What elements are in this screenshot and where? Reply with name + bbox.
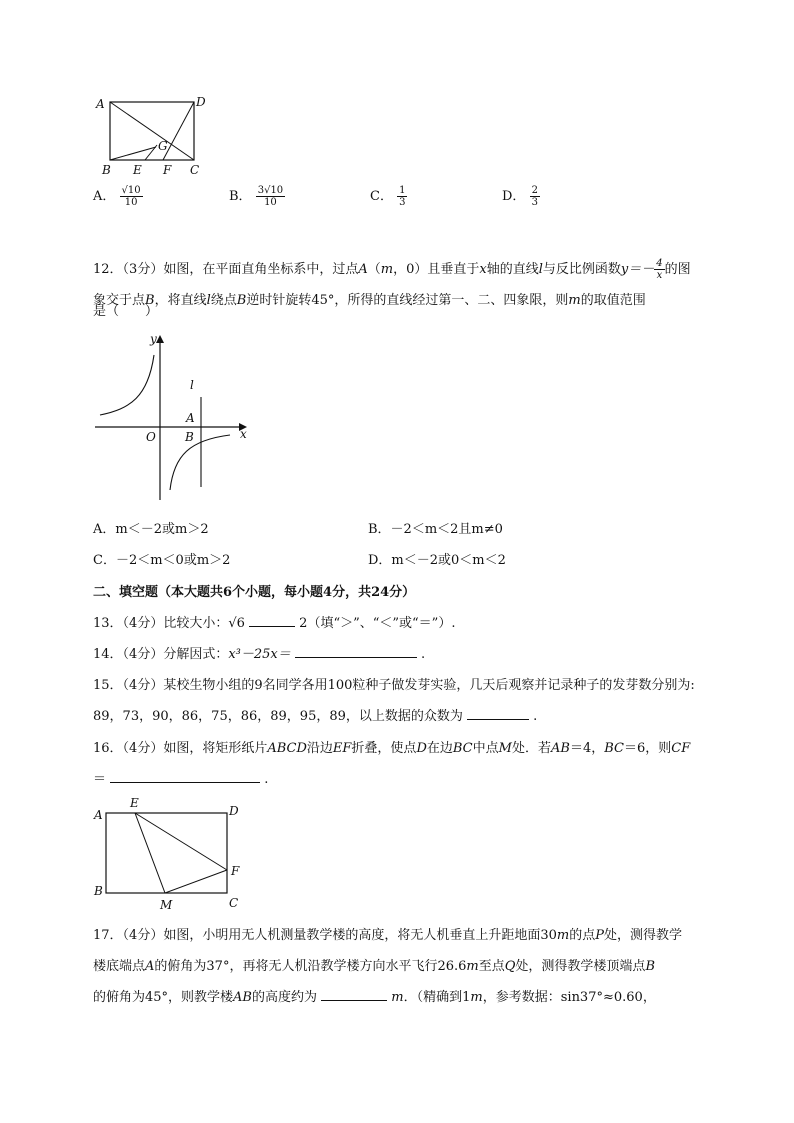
q11-figure bbox=[90, 92, 220, 184]
option-fraction: $\frac{1}{3}$ bbox=[399, 185, 406, 208]
q12-option-b[interactable]: B．－2＜m＜2且m≠0 bbox=[368, 522, 503, 537]
q12-line-2: 象交于点B，将直线l绕点B逆时针旋转45°，所得的直线经过第一、二、四象限，则m的取值范围 bbox=[93, 293, 646, 308]
q17-line-1: 17．（4分）如图，小明用无人机测量教学楼的高度，将无人机垂直上升距地面30m的点P处，测得教学 bbox=[93, 928, 682, 943]
q11-label-a: A bbox=[96, 97, 105, 111]
q11-option-b[interactable] bbox=[229, 185, 285, 208]
q11-label-f: F bbox=[163, 163, 172, 177]
section-2-heading: 二、填空题（本大题共6个小题，每小题4分，共24分） bbox=[93, 585, 416, 600]
q13-answer-blank[interactable] bbox=[249, 626, 295, 627]
q12-label-x: x bbox=[240, 427, 247, 441]
q16-label-m: M bbox=[160, 898, 173, 912]
q16-line-mf bbox=[165, 870, 227, 893]
q17-line-2: 楼底端点A的俯角为37°，再将无人机沿教学楼方向水平飞行26.6m至点Q处，测得教学楼顶端点B bbox=[93, 959, 655, 974]
q12-label-a: A bbox=[186, 411, 195, 425]
q16-label-d: D bbox=[229, 804, 239, 818]
q17-line-3: 的俯角为45°，则教学楼AB的高度约为 m．（精确到1m，参考数据：sin37°≈0.60， bbox=[93, 990, 656, 1005]
option-letter: B． bbox=[229, 189, 252, 204]
q11-option-a[interactable] bbox=[93, 185, 143, 208]
q11-option-d[interactable] bbox=[502, 185, 540, 208]
q11-label-e: E bbox=[133, 163, 142, 177]
q12-line-3: 是（ ） bbox=[93, 304, 159, 319]
option-fraction: $\frac{2}{3}$ bbox=[531, 185, 538, 208]
q12-y-arrow bbox=[156, 335, 164, 343]
q16-answer-blank[interactable] bbox=[110, 782, 260, 783]
q16-label-b: B bbox=[94, 884, 103, 898]
q16-label-c: C bbox=[229, 896, 239, 910]
option-fraction: $\frac{√10}{10}$ bbox=[121, 185, 141, 208]
option-fraction: $\frac{3√10}{10}$ bbox=[257, 185, 284, 208]
q15-line-2: 89，73，90，86，75，86，89，95，89，以上数据的众数为 . bbox=[93, 709, 538, 724]
q11-label-b: B bbox=[102, 163, 111, 177]
q12-label-b: B bbox=[185, 430, 194, 444]
q11-label-g: G bbox=[158, 139, 168, 153]
q11-label-c: C bbox=[190, 163, 200, 177]
q16-label-e: E bbox=[130, 796, 139, 810]
q14-line: 14．（4分）分解因式：x³－25x＝ . bbox=[93, 647, 426, 662]
q12-figure bbox=[90, 325, 255, 505]
q12-label-y: y bbox=[150, 332, 157, 346]
option-letter: D． bbox=[502, 189, 526, 204]
option-letter: A． bbox=[93, 189, 116, 204]
q16-label-f: F bbox=[231, 864, 240, 878]
q12-hyperbola-branch-4 bbox=[170, 435, 230, 490]
q12-label-o: O bbox=[146, 430, 156, 444]
q12-option-d[interactable]: D．m＜－2或0＜m＜2 bbox=[368, 553, 506, 568]
q11-line-be bbox=[110, 147, 156, 160]
q11-label-d: D bbox=[196, 95, 206, 109]
q16-figure bbox=[90, 795, 250, 915]
q17-answer-blank[interactable] bbox=[321, 1000, 387, 1001]
q16-rectangle bbox=[106, 813, 227, 893]
q16-line-ef bbox=[135, 813, 227, 870]
q16-line-2: ＝ . bbox=[93, 772, 269, 787]
option-letter: C． bbox=[370, 189, 393, 204]
q16-line-em bbox=[135, 813, 165, 893]
q12-func-fraction: $\frac{4}{x}$ bbox=[656, 258, 663, 281]
q11-line-df bbox=[163, 102, 194, 160]
q12-option-a[interactable]: A．m＜－2或m＞2 bbox=[93, 522, 209, 537]
q15-line-1: 15．（4分）某校生物小组的9名同学各用100粒种子做发芽实验，几天后观察并记录种子的发芽数分别为: bbox=[93, 678, 695, 693]
q12-hyperbola-branch-2 bbox=[100, 355, 154, 415]
q11-line-eg bbox=[145, 145, 157, 160]
q11-option-c[interactable] bbox=[370, 185, 407, 208]
q14-answer-blank[interactable] bbox=[295, 657, 417, 658]
q12-line-1: 12．（3分）如图，在平面直角坐标系中，过点A（m，0）且垂直于x轴的直线l与反比例函数y＝－ $\frac{4}{x}$ 的图 bbox=[93, 258, 691, 281]
q16-label-a: A bbox=[94, 808, 103, 822]
q13-line: 13．（4分）比较大小：√6 2（填“＞”、“＜”或“＝”）. bbox=[93, 616, 456, 631]
q15-answer-blank[interactable] bbox=[467, 719, 529, 720]
q12-option-c[interactable]: C．－2＜m＜0或m＞2 bbox=[93, 553, 231, 568]
q16-line-1: 16．（4分）如图，将矩形纸片ABCD沿边EF折叠，使点D在边BC中点M处．若AB＝4，BC＝6，则CF bbox=[93, 741, 691, 756]
q12-label-l: l bbox=[190, 378, 194, 392]
